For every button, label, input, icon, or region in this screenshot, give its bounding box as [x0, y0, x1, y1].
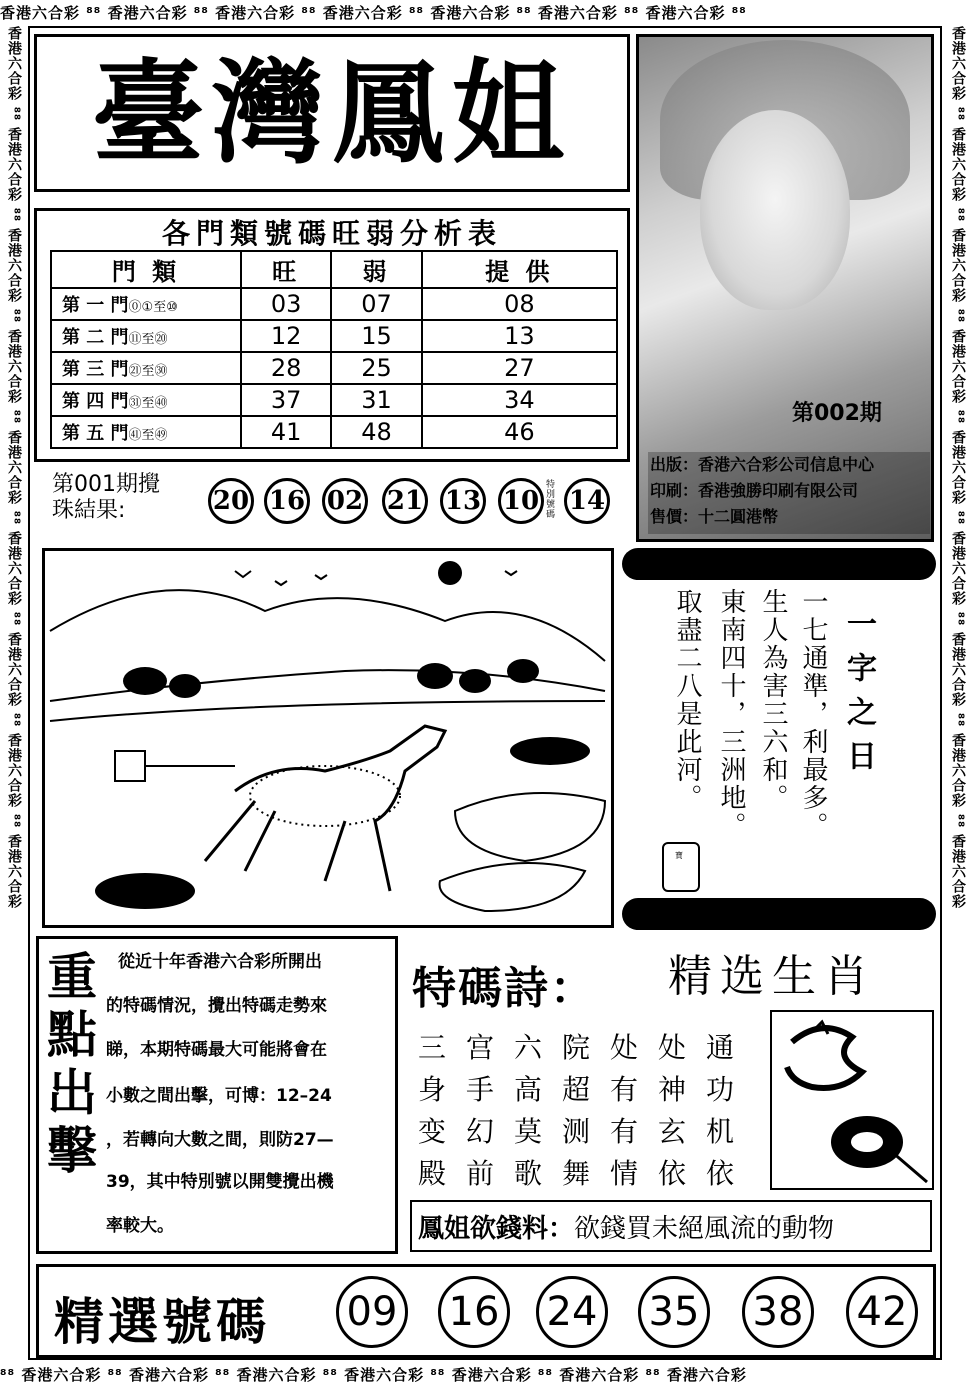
special-number-tag: 特別號碼 — [546, 480, 556, 520]
oneday-top-bar — [622, 548, 936, 580]
dragon-snake-box — [770, 1010, 934, 1190]
header-weak: 弱 — [331, 251, 421, 288]
border-bottom-text: ⁸⁸ 香港六合彩 ⁸⁸ 香港六合彩 ⁸⁸ 香港六合彩 ⁸⁸ 香港六合彩 ⁸⁸ 香港六合彩 ⁸⁸ 香港六合彩 ⁸⁸ 香港六合彩 — [0, 1366, 747, 1384]
strong-cell: 37 — [241, 384, 331, 416]
photo-face-shade — [700, 110, 850, 310]
deer-illustration — [42, 548, 614, 928]
landscape-drawing — [45, 551, 611, 925]
strong-cell: 12 — [241, 320, 331, 352]
poem-title: 特碼詩： — [412, 963, 596, 1014]
gate-cell: 第 一 門⓪①至⑩ — [51, 288, 241, 320]
provide-cell: 46 — [422, 416, 617, 448]
gate-cell: 第 五 門㊶至㊾ — [51, 416, 241, 448]
table-row — [51, 384, 617, 416]
gate-cell: 第 二 門⑪至⑳ — [51, 320, 241, 352]
table-row — [51, 416, 617, 448]
header-provide: 提 供 — [422, 251, 617, 288]
poem-subtitle: 精选生肖 — [668, 951, 876, 1002]
selected-ball: 38 — [742, 1276, 814, 1348]
gate-cell: 第 四 門㉛至㊵ — [51, 384, 241, 416]
provide-cell: 34 — [422, 384, 617, 416]
price-line: 售價：十二圓港幣 — [650, 507, 779, 526]
oneday-verse: 一七通準，利最多。 — [798, 588, 828, 840]
border-left-text: 香港六合彩 ⁸⁸ 香港六合彩 ⁸⁸ 香港六合彩 ⁸⁸ 香港六合彩 ⁸⁸ 香港六合彩 ⁸⁸ 香港六合彩 ⁸⁸ 香港六合彩 ⁸⁸ 香港六合彩 ⁸⁸ 香港六合彩 — [6, 26, 22, 910]
focus-title: 重點出擊 — [39, 950, 98, 1182]
focus-line: 從近十年香港六合彩所開出 — [118, 952, 322, 972]
draw-ball: 10 — [498, 478, 544, 524]
strong-cell: 03 — [241, 288, 331, 320]
selected-ball: 35 — [638, 1276, 710, 1348]
seal-stamp-text: 寶 — [675, 851, 683, 860]
table-header-row — [51, 251, 617, 288]
printer-line: 印刷：香港強勝印刷有限公司 — [650, 481, 859, 500]
oneday-bottom-bar — [622, 898, 936, 930]
weak-cell: 31 — [331, 384, 421, 416]
draw-ball: 13 — [440, 478, 486, 524]
special-draw-ball: 14 — [564, 478, 610, 524]
header-strong: 旺 — [241, 251, 331, 288]
poem-line: 变幻莫测有玄机 — [418, 1115, 755, 1148]
weak-cell: 07 — [331, 288, 421, 320]
focus-line: 39，其中特別號以開雙攪出機 — [106, 1172, 334, 1192]
table-row — [51, 352, 617, 384]
table-row — [51, 320, 617, 352]
issue-number: 第002期 — [792, 401, 882, 426]
focus-line: 率較大。 — [106, 1216, 174, 1236]
table-row — [51, 288, 617, 320]
draw-ball: 21 — [382, 478, 428, 524]
focus-line: 睇，本期特碼最大可能將會在 — [106, 1040, 327, 1060]
border-top-text: 香港六合彩 ⁸⁸ 香港六合彩 ⁸⁸ 香港六合彩 ⁸⁸ 香港六合彩 ⁸⁸ 香港六合彩 ⁸⁸ 香港六合彩 ⁸⁸ 香港六合彩 ⁸⁸ — [0, 4, 747, 22]
strong-cell: 41 — [241, 416, 331, 448]
gate-cell: 第 三 門㉑至㉚ — [51, 352, 241, 384]
provide-cell: 13 — [422, 320, 617, 352]
draw-ball: 02 — [322, 478, 368, 524]
selected-ball: 16 — [438, 1276, 510, 1348]
focus-line: 小數之間出擊，可博：12–24 — [106, 1086, 332, 1106]
provide-cell: 27 — [422, 352, 617, 384]
header-gate: 門 類 — [51, 251, 241, 288]
focus-line: ，若轉向大數之間，則防27— — [106, 1130, 334, 1150]
selected-ball: 24 — [536, 1276, 608, 1348]
money-label: 鳳姐欲錢料： — [418, 1214, 575, 1244]
oneday-title: 一字之日 — [841, 608, 876, 784]
oneday-verse: 取盡二八是此河。 — [672, 588, 702, 812]
oneday-verse: 東南四十，三洲地。 — [716, 588, 746, 840]
money-clue — [418, 1208, 834, 1245]
money-value: 欲錢買未絕風流的動物 — [574, 1214, 835, 1244]
border-right-text: 香港六合彩 ⁸⁸ 香港六合彩 ⁸⁸ 香港六合彩 ⁸⁸ 香港六合彩 ⁸⁸ 香港六合彩 ⁸⁸ 香港六合彩 ⁸⁸ 香港六合彩 ⁸⁸ 香港六合彩 ⁸⁸ 香港六合彩 — [950, 26, 966, 910]
poem-line: 三宫六院处处通 — [418, 1031, 755, 1064]
weak-cell: 25 — [331, 352, 421, 384]
weak-cell: 48 — [331, 416, 421, 448]
page-title: 臺灣鳳姐 — [92, 48, 572, 179]
selected-ball: 42 — [846, 1276, 918, 1348]
selected-ball: 09 — [336, 1276, 408, 1348]
oneday-verse: 生人為害三六和。 — [758, 588, 788, 812]
provide-cell: 08 — [422, 288, 617, 320]
focus-line: 的特碼情況，攪出特碼走勢來 — [106, 996, 327, 1016]
draw-ball: 16 — [264, 478, 310, 524]
draw-ball: 20 — [208, 478, 254, 524]
analysis-table-title: 各門類號碼旺弱分析表 — [161, 217, 502, 250]
analysis-table — [50, 250, 618, 449]
dragon-snake-icon — [772, 1012, 932, 1188]
previous-draw-label: 第001期攪 珠結果: — [52, 472, 160, 523]
strong-cell: 28 — [241, 352, 331, 384]
publisher-line: 出版：香港六合彩公司信息中心 — [650, 455, 875, 474]
poem-line: 殿前歌舞情依依 — [418, 1157, 755, 1190]
poem-line: 身手高超有神功 — [418, 1073, 755, 1106]
selected-numbers-title: 精選號碼 — [54, 1293, 270, 1351]
weak-cell: 15 — [331, 320, 421, 352]
